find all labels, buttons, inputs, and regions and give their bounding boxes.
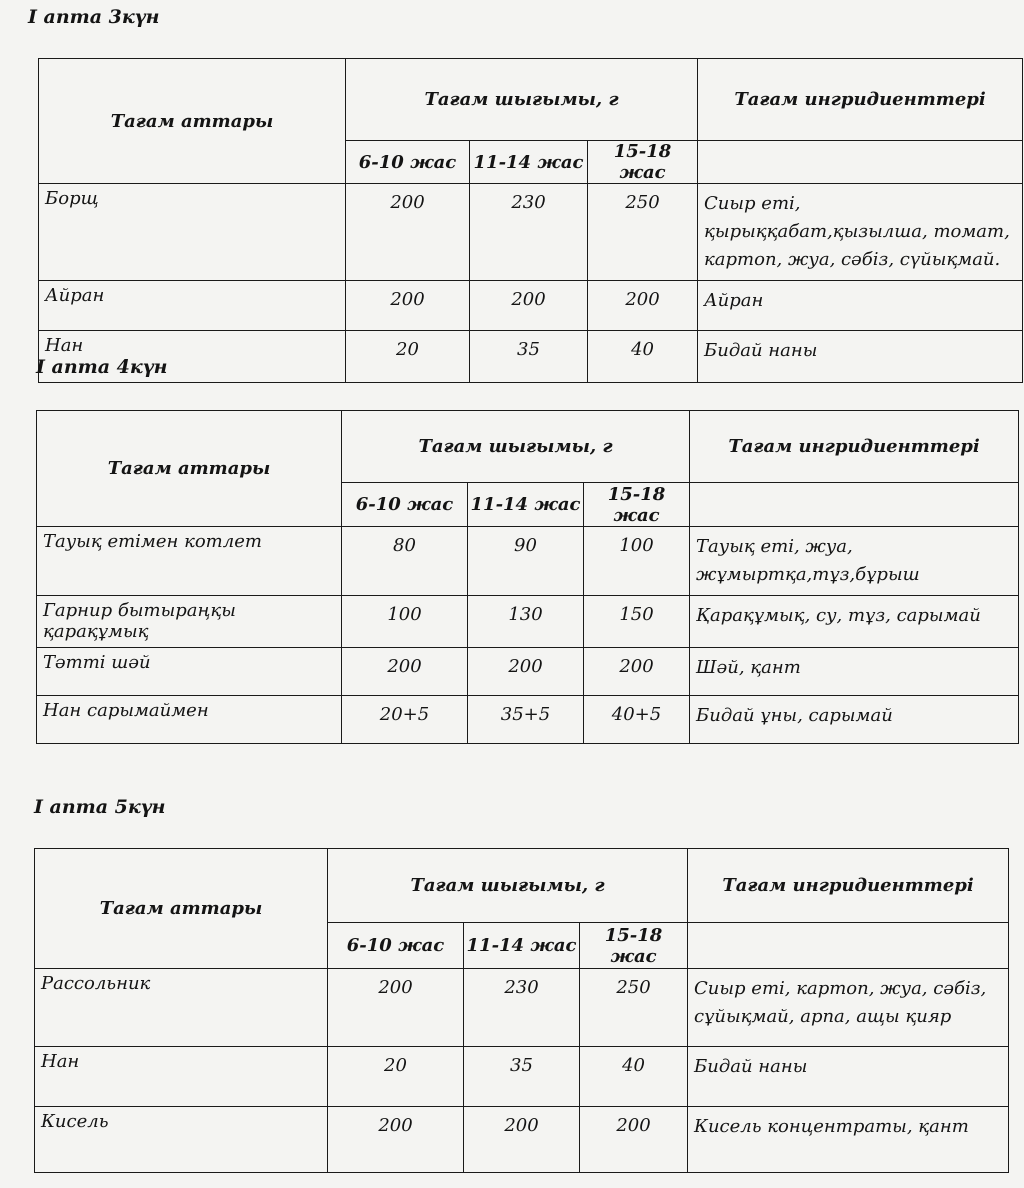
ingredients-text: Бидай ұны, сарымай xyxy=(690,696,1019,744)
dish-name: Рассольник xyxy=(35,969,328,1047)
yield-value: 200 xyxy=(346,184,470,281)
yield-value: 20 xyxy=(346,331,470,383)
dish-name: Гарнир бытыраңқы қарақұмық xyxy=(37,596,342,648)
yield-value: 200 xyxy=(342,648,468,696)
header-ingredients: Тағам ингридиенттері xyxy=(698,59,1023,141)
yield-value: 200 xyxy=(328,1107,464,1173)
header-age: 11-14 жас xyxy=(470,141,588,184)
header-ingredients: Тағам ингридиенттері xyxy=(690,411,1019,483)
header-age: 15-18 жас xyxy=(588,141,698,184)
yield-value: 40+5 xyxy=(584,696,690,744)
header-ingredients: Тағам ингридиенттері xyxy=(688,849,1009,923)
table-row xyxy=(37,696,1019,744)
yield-value: 35+5 xyxy=(468,696,584,744)
header-yield: Тағам шығымы, г xyxy=(346,59,698,141)
ingredients-text: Сиыр еті, қырыққабат,қызылша, томат, картоп, жуа, сәбіз, сүйықмай. xyxy=(698,184,1023,281)
ingredients-text: Тауық еті, жуа, жұмыртқа,тұз,бұрыш xyxy=(690,527,1019,596)
header-dish: Тағам аттары xyxy=(37,411,342,527)
header-yield: Тағам шығымы, г xyxy=(342,411,690,483)
header-empty-cell xyxy=(690,483,1019,527)
day-3-table xyxy=(38,58,1023,383)
ingredients-text: Шәй, қант xyxy=(690,648,1019,696)
day-4-title: I апта 4күн xyxy=(36,356,168,378)
yield-value: 35 xyxy=(464,1047,580,1107)
yield-value: 230 xyxy=(464,969,580,1047)
ingredients-text: Сиыр еті, картоп, жуа, сәбіз, сұйықмай, арпа, ащы қияр xyxy=(688,969,1009,1047)
header-dish: Тағам аттары xyxy=(39,59,346,184)
dish-name: Кисель xyxy=(35,1107,328,1173)
dish-name: Нан xyxy=(35,1047,328,1107)
header-empty-cell xyxy=(688,923,1009,969)
table-row xyxy=(35,969,1009,1047)
table-row xyxy=(39,281,1023,331)
table-row xyxy=(37,596,1019,648)
yield-value: 90 xyxy=(468,527,584,596)
yield-value: 250 xyxy=(580,969,688,1047)
dish-name: Тәтті шәй xyxy=(37,648,342,696)
header-yield: Тағам шығымы, г xyxy=(328,849,688,923)
header-age: 15-18 жас xyxy=(580,923,688,969)
day-5-table xyxy=(34,848,1009,1173)
day-3-title: I апта 3күн xyxy=(28,6,160,28)
yield-value: 20 xyxy=(328,1047,464,1107)
ingredients-text: Айран xyxy=(698,281,1023,331)
table-row xyxy=(37,648,1019,696)
table-row xyxy=(37,527,1019,596)
yield-value: 200 xyxy=(584,648,690,696)
ingredients-text: Қарақұмық, су, тұз, сарымай xyxy=(690,596,1019,648)
dish-name: Нан сарымаймен xyxy=(37,696,342,744)
yield-value: 20+5 xyxy=(342,696,468,744)
table-row xyxy=(39,184,1023,281)
yield-value: 250 xyxy=(588,184,698,281)
dish-name: Нан xyxy=(39,331,346,383)
yield-value: 40 xyxy=(580,1047,688,1107)
yield-value: 200 xyxy=(588,281,698,331)
ingredients-text: Бидай наны xyxy=(688,1047,1009,1107)
yield-value: 40 xyxy=(588,331,698,383)
header-age: 11-14 жас xyxy=(468,483,584,527)
yield-value: 200 xyxy=(328,969,464,1047)
yield-value: 80 xyxy=(342,527,468,596)
header-dish: Тағам аттары xyxy=(35,849,328,969)
yield-value: 100 xyxy=(342,596,468,648)
ingredients-text: Кисель концентраты, қант xyxy=(688,1107,1009,1173)
yield-value: 35 xyxy=(470,331,588,383)
yield-value: 100 xyxy=(584,527,690,596)
dish-name: Айран xyxy=(39,281,346,331)
yield-value: 200 xyxy=(346,281,470,331)
yield-value: 200 xyxy=(470,281,588,331)
dish-name: Борщ xyxy=(39,184,346,281)
table-row xyxy=(39,331,1023,383)
yield-value: 200 xyxy=(464,1107,580,1173)
header-age: 11-14 жас xyxy=(464,923,580,969)
ingredients-text: Бидай наны xyxy=(698,331,1023,383)
yield-value: 200 xyxy=(580,1107,688,1173)
header-age: 6-10 жас xyxy=(346,141,470,184)
header-empty-cell xyxy=(698,141,1023,184)
yield-value: 200 xyxy=(468,648,584,696)
yield-value: 130 xyxy=(468,596,584,648)
dish-name: Тауық етімен котлет xyxy=(37,527,342,596)
header-age: 15-18 жас xyxy=(584,483,690,527)
day-4-table xyxy=(36,410,1019,744)
table-row xyxy=(35,1107,1009,1173)
header-age: 6-10 жас xyxy=(342,483,468,527)
day-5-title: I апта 5күн xyxy=(34,796,166,818)
header-age: 6-10 жас xyxy=(328,923,464,969)
yield-value: 150 xyxy=(584,596,690,648)
table-row xyxy=(35,1047,1009,1107)
yield-value: 230 xyxy=(470,184,588,281)
